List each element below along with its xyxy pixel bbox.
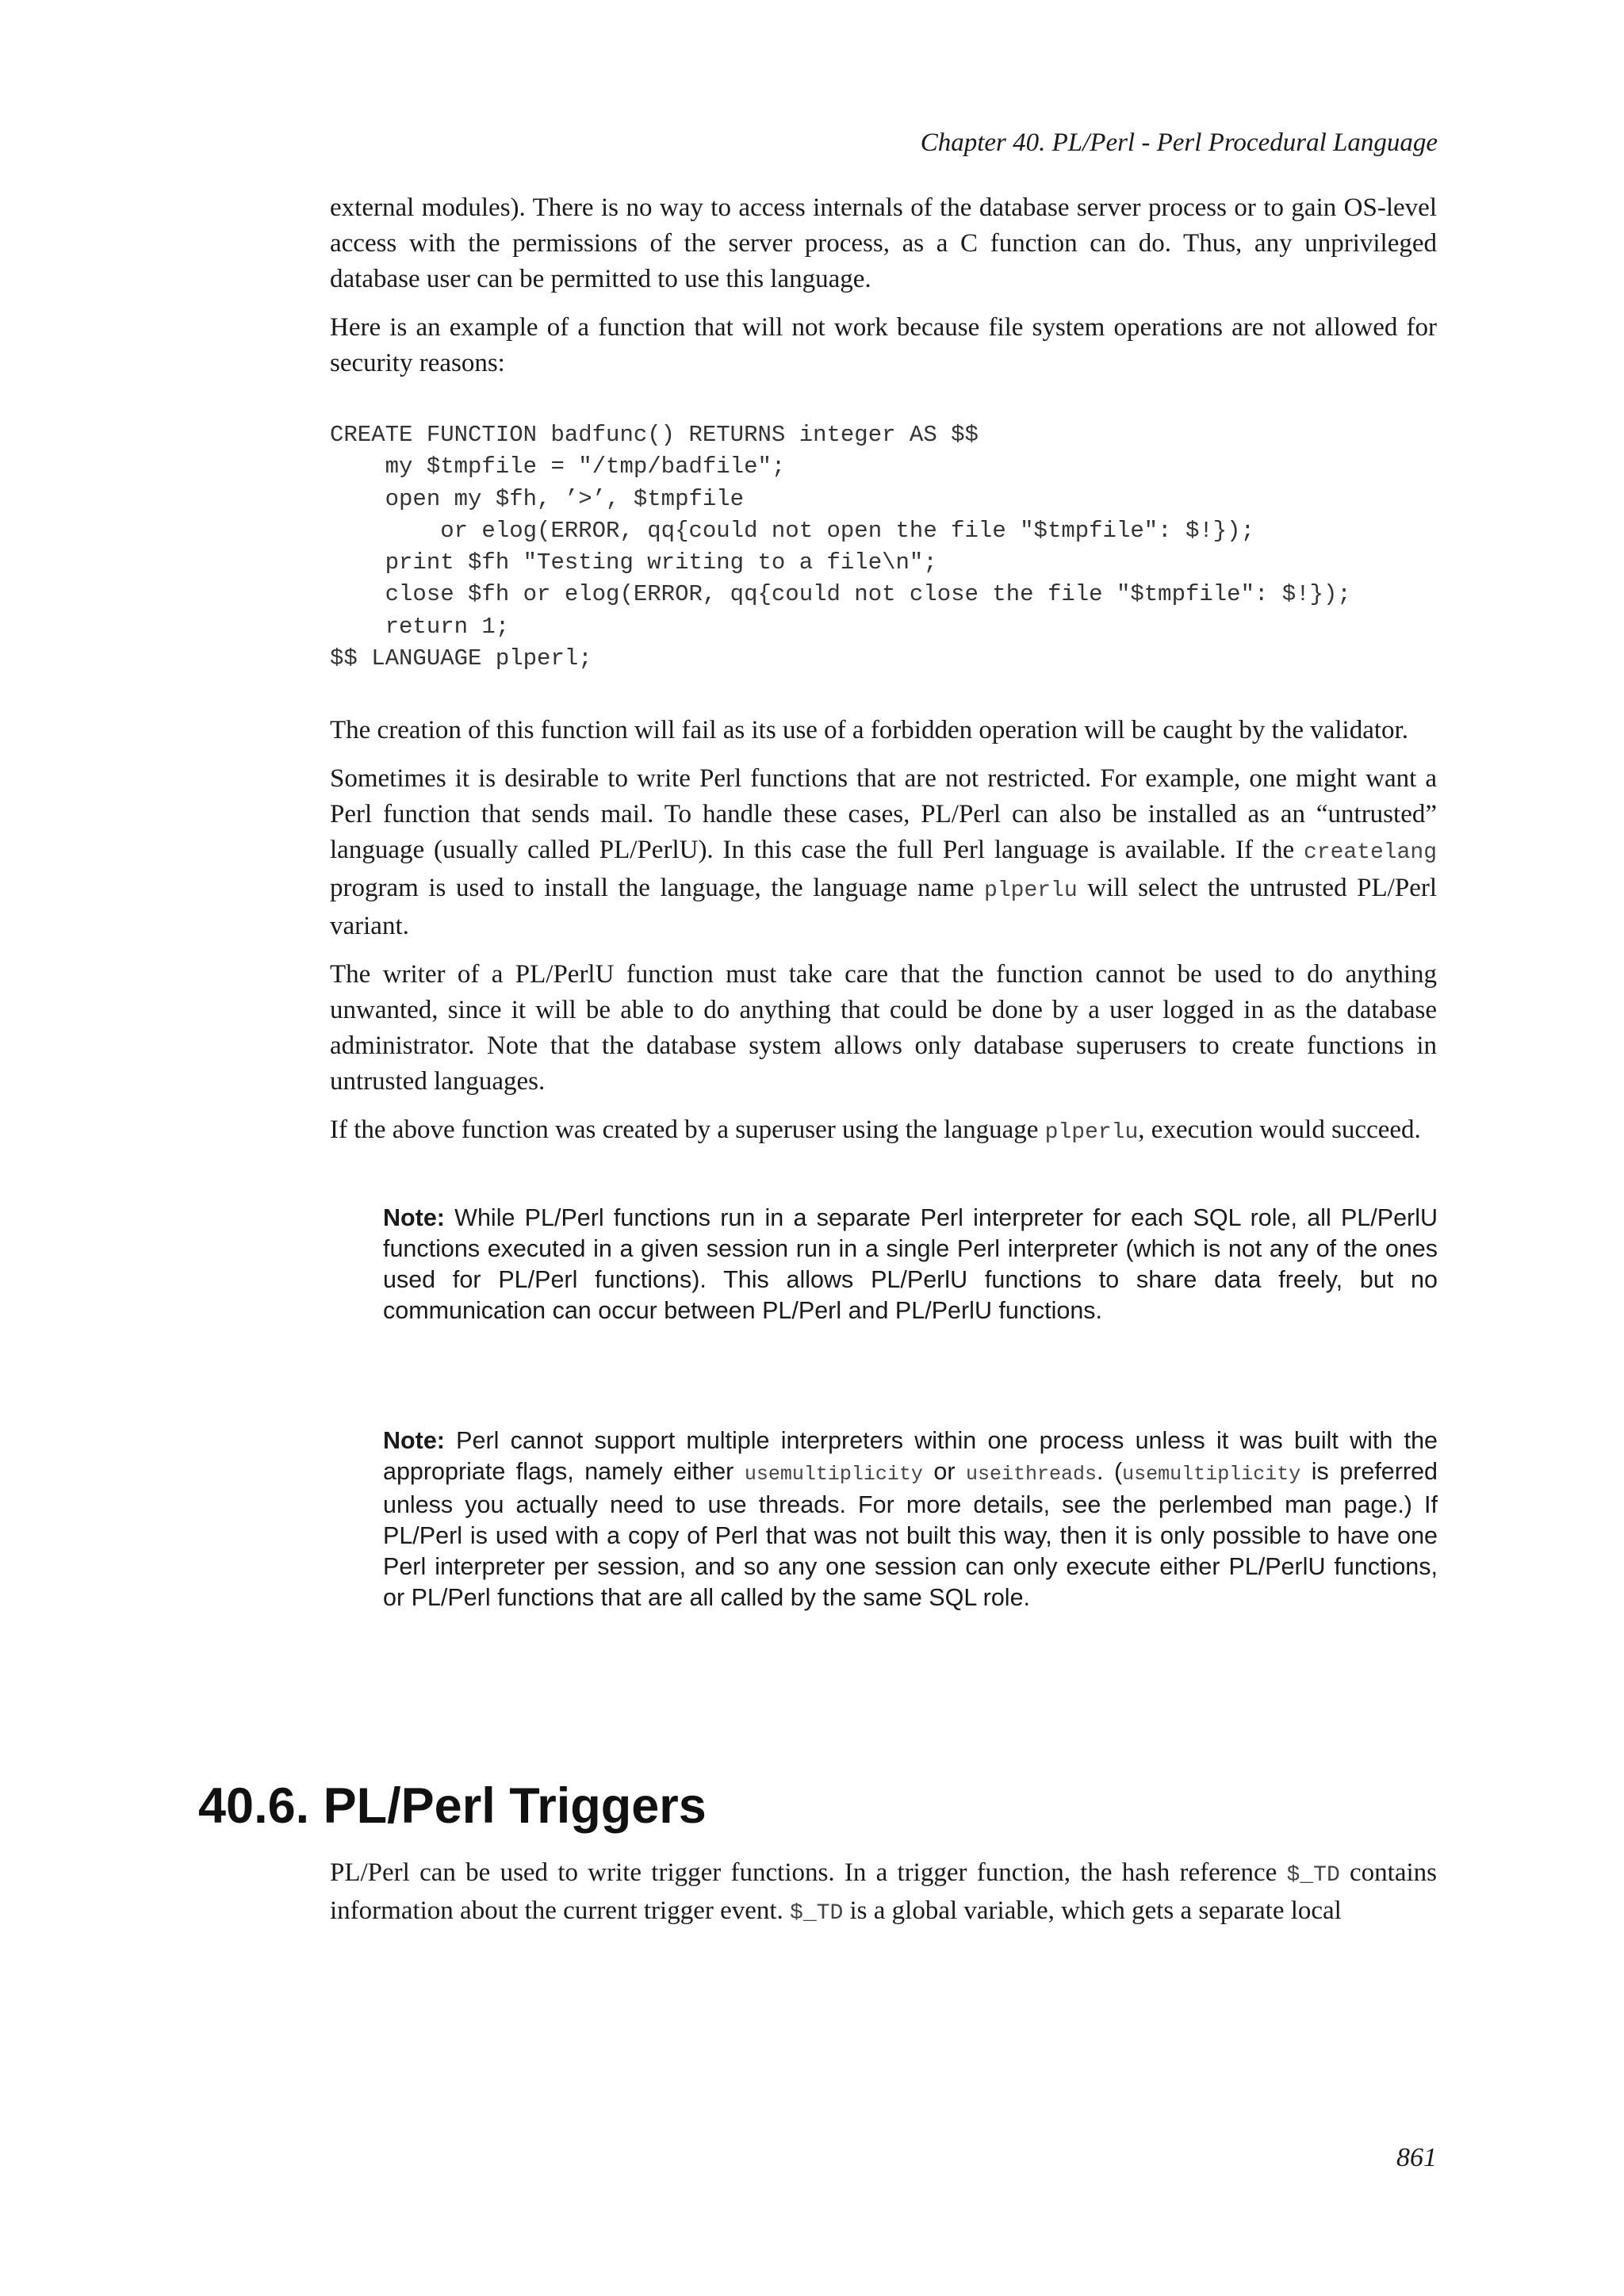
paragraph-text: is a global variable, which gets a separate local [843,1896,1342,1925]
note-multiple-interpreters [383,1425,1438,1613]
section-title: 40.6. PL/Perl Triggers [198,1778,707,1834]
note-label: Note: [383,1204,445,1232]
inline-code-useithreads: useithreads [966,1463,1097,1487]
note-text: While PL/Perl functions run in a separate Perl interpreter for each SQL role, all PL/PerlU functions executed in a given session run in a single Perl interpreter (which is not any of the ones used for PL/Perl functions). This allows PL/PerlU functions to share data freely, but no communication can occur between PL/Perl and PL/PerlU functions. [383,1204,1438,1325]
paragraph-text: If the above function was created by a superuser using the language [330,1115,1045,1145]
note-separate-interpreter [383,1203,1438,1326]
paragraph-untrusted [330,761,1437,944]
paragraph-text: program is used to install the language, the language name [330,874,985,903]
paragraph-text: , execution would succeed. [1138,1115,1421,1145]
note-text: is preferred unless you actually need to use threads. For more details, see the perlembed man page.) If PL/Perl is used with a copy of Perl that was not built this way, then it is only possible to have one Perl interpreter per session, and so any one session can only execute either PL/PerlU functions, or PL/Perl functions that are all called by the same SQL role. [383,1458,1438,1612]
paragraph-text: PL/Perl can be used to write trigger functions. In a trigger function, the hash reference [330,1858,1287,1887]
inline-code-td: $_TD [790,1901,844,1926]
page-number: 861 [1396,2143,1437,2172]
inline-code-usemultiplicity: usemultiplicity [1122,1463,1301,1487]
page-content [330,190,1437,1613]
paragraph-trigger-functions [330,1855,1437,1931]
section-content [330,1855,1437,1944]
code-example: CREATE FUNCTION badfunc() RETURNS integer AS $$ my $tmpfile = "/tmp/badfile"; open my $fh, ’>’, $tmpfile or elog(ERROR, qq{could not open the file "$tmpfile": $!}); print $fh "Testing writing to a file\n"; close $fh or elog(ERROR, qq{could not close the file "$tmpfile": $!}); return 1; $$ LANGUAGE plperl; [330,422,1351,672]
paragraph-plperlu-writer: The writer of a PL/PerlU function must take care that the function cannot be used to do anything unwanted, since it will be able to do anything that could be done by a user logged in as the database administrator. Note that the database system allows only database superusers to create functions in untrusted languages. [330,960,1437,1096]
running-header: Chapter 40. PL/Perl - Perl Procedural Language [920,128,1438,157]
inline-code-usemultiplicity: usemultiplicity [744,1463,923,1487]
inline-code-plperlu: plperlu [984,878,1078,904]
paragraph-validator: The creation of this function will fail as its use of a forbidden operation will be caught by the validator. [330,716,1408,745]
paragraph-text: Sometimes it is desirable to write Perl functions that are not restricted. For example, one might want a Perl function that sends mail. To handle these cases, PL/Perl can also be installed as an “untrusted” language (usually called PL/PerlU). In this case the full Perl language is available. If the [330,764,1437,865]
note-text: Perl cannot support multiple interpreters within one process unless it was built with the appropriate flags, namely either [383,1427,1438,1486]
inline-code-td: $_TD [1286,1863,1340,1888]
inline-code-plperlu: plperlu [1044,1120,1139,1146]
paragraph-text: will select the untrusted PL/Perl variant. [330,874,1437,941]
inline-code-createlang: createlang [1303,840,1437,866]
note-text: or [922,1458,966,1486]
note-label: Note: [383,1427,445,1455]
note-text: . ( [1097,1458,1123,1486]
paragraph-external-modules: external modules). There is no way to access internals of the database server process or to gain OS-level access with the permissions of the server process, as a C function can do. Thus, any unprivileged database user can be permitted to use this language. [330,193,1437,293]
paragraph-text: contains information about the current trigger event. [330,1858,1437,1925]
paragraph-example-intro: Here is an example of a function that will not work because file system operations are not allowed for security reasons: [330,313,1437,377]
paragraph-superuser [330,1112,1437,1150]
